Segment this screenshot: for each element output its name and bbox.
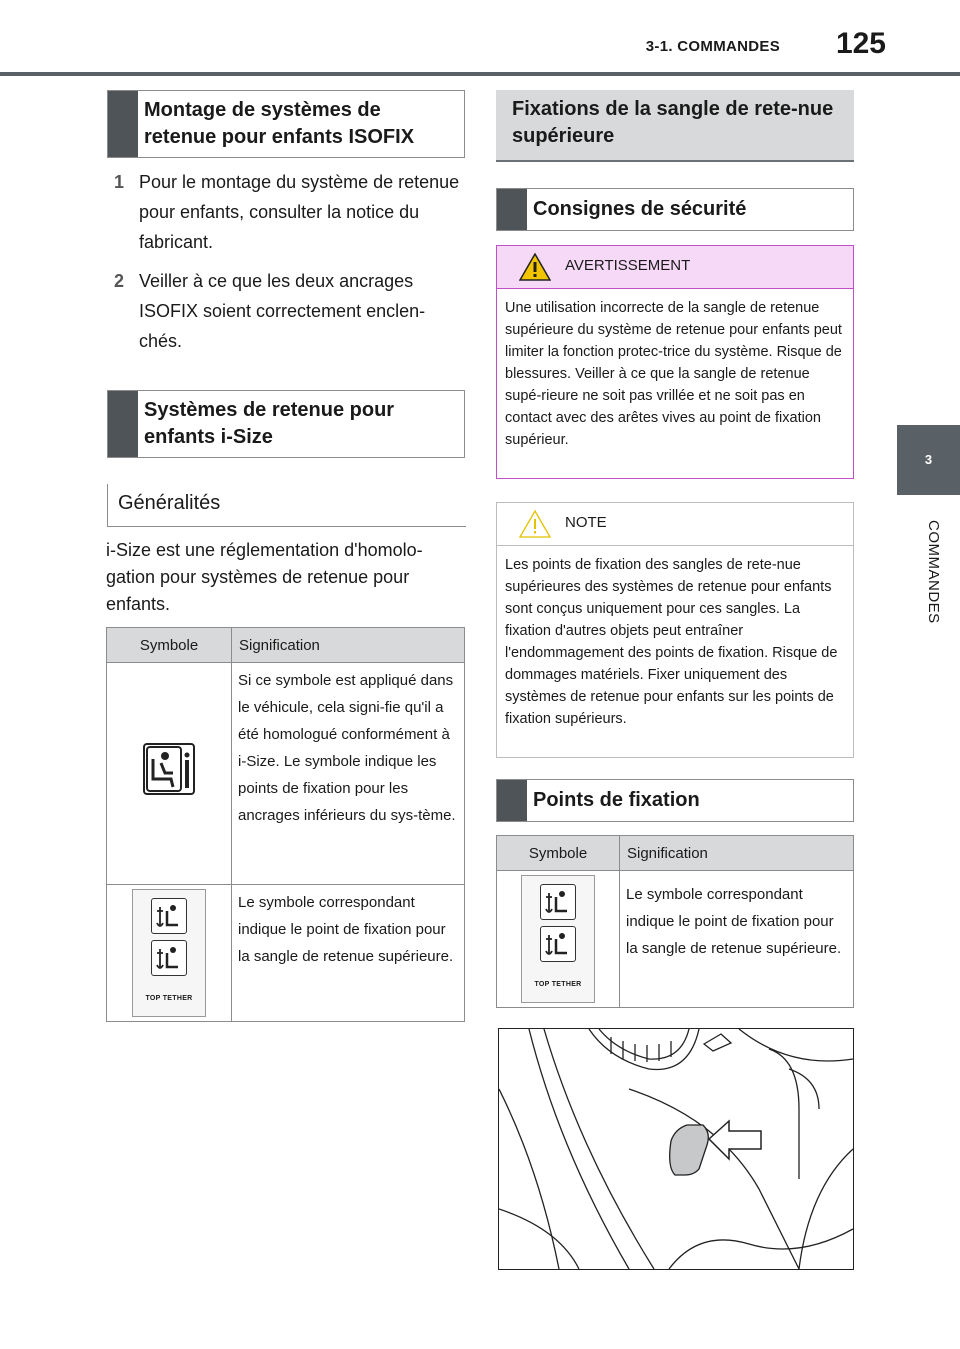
table-row — [497, 871, 854, 1008]
section-isize — [107, 390, 465, 458]
isize-symbol-cell — [107, 663, 232, 885]
section-bar — [108, 391, 138, 457]
section-bar — [497, 780, 527, 821]
subsection-generalites — [107, 484, 466, 527]
tether-meaning: Le symbole correspondant indique le point de fixation pour la sangle de retenue supérieure. — [232, 885, 465, 1022]
section-bar — [108, 91, 138, 157]
section-tether-title: Fixations de la sangle de rete-nue supérieure — [512, 98, 834, 147]
section-consignes-title: Consignes de sécurité — [533, 198, 747, 220]
note-header — [497, 503, 853, 546]
section-points-fixation — [496, 779, 854, 822]
warning-header — [497, 246, 853, 289]
col-symbole: Symbole — [497, 836, 620, 871]
chapter-label-text: COMMANDES — [925, 520, 942, 624]
warning-box — [496, 245, 854, 479]
arrow-icon — [709, 1121, 761, 1159]
note-title: NOTE — [565, 514, 607, 531]
anchor-point — [670, 1125, 709, 1175]
tether-symbol-glyph — [151, 940, 187, 976]
col-signification: Signification — [620, 836, 854, 871]
isize-meaning: Si ce symbole est appliqué dans le véhicule, cela signi-fie qu'il a été homologué conformément à i-Size. Le symbole indique les points de fixation pour les ancrages inférieurs du sys-tème. — [232, 663, 465, 885]
section-bar — [497, 189, 527, 230]
note-triangle-icon — [519, 510, 551, 538]
section-isofix — [107, 90, 465, 158]
step1-number: 1 — [114, 172, 125, 192]
subsection-generalites-title: Généralités — [118, 492, 221, 514]
section-points-title: Points de fixation — [533, 789, 700, 811]
section-title: 3-1. COMMANDES — [645, 38, 780, 55]
tether-symbol-glyph — [151, 898, 187, 934]
tether-symbol-label: TOP TETHER — [534, 981, 582, 988]
header-rule — [0, 72, 960, 76]
isize-table — [106, 627, 465, 1022]
chapter-label — [920, 520, 944, 650]
note-box — [496, 502, 854, 758]
section-isofix-title: Montage de systèmes de retenue pour enfants ISOFIX — [144, 99, 415, 148]
table-row — [107, 663, 465, 885]
top-tether-icon — [521, 875, 594, 1003]
tether-symbol-label: TOP TETHER — [145, 995, 193, 1002]
isize-intro: i-Size est une réglementation d'homolo-gation pour systèmes de retenue pour enfants. — [106, 540, 423, 614]
illustration-drawing — [499, 1029, 853, 1269]
tether-meaning: Le symbole correspondant indique le point de fixation pour la sangle de retenue supérieure. — [620, 871, 854, 1008]
tether-symbol-cell — [497, 871, 620, 1008]
step2-text: Veiller à ce que les deux ancrages ISOFIX soient correctement enclen-chés. — [139, 271, 426, 351]
points-table — [496, 835, 854, 1008]
note-text: Les points de fixation des sangles de rete-nue supérieures des systèmes de retenue pour enfants sont conçus uniquement pour ces sangles. La fixation d'autres objets peut entraîner l'endommagement des points de fixation. Risque de dommages matériels. Fixer uniquement des systèmes de retenue pour enfants sur les points de fixation supérieurs. — [505, 557, 838, 727]
step2-number: 2 — [114, 271, 125, 291]
top-tether-icon — [132, 889, 205, 1017]
col-symbole: Symbole — [107, 628, 232, 663]
step1-text: Pour le montage du système de retenue pour enfants, consulter la notice du fabricant. — [139, 172, 460, 252]
isize-seat-icon — [143, 743, 195, 795]
warning-title: AVERTISSEMENT — [565, 257, 691, 274]
warning-text: Une utilisation incorrecte de la sangle de retenue supérieure du système de retenue pour enfants peut limiter la fonction protec-trice du système. Risque de blessures. Veiller à ce que la sangle de retenue supé-rieure ne soit pas vrillée et ne soit pas en contact avec des arêtes vives au point de fixation supérieur. — [505, 300, 842, 448]
table-row — [107, 885, 465, 1022]
section-consignes — [496, 188, 854, 231]
page-number: 125 — [835, 27, 886, 60]
anchor-illustration — [498, 1028, 854, 1270]
section-tether-fixations — [496, 90, 854, 162]
section-isize-title: Systèmes de retenue pour enfants i-Size — [144, 399, 395, 448]
tether-symbol-glyph — [540, 926, 576, 962]
warning-triangle-icon — [519, 253, 551, 281]
col-signification: Signification — [232, 628, 465, 663]
tether-symbol-cell — [107, 885, 232, 1022]
chapter-tab[interactable]: 3 — [897, 425, 960, 495]
tether-symbol-glyph — [540, 884, 576, 920]
